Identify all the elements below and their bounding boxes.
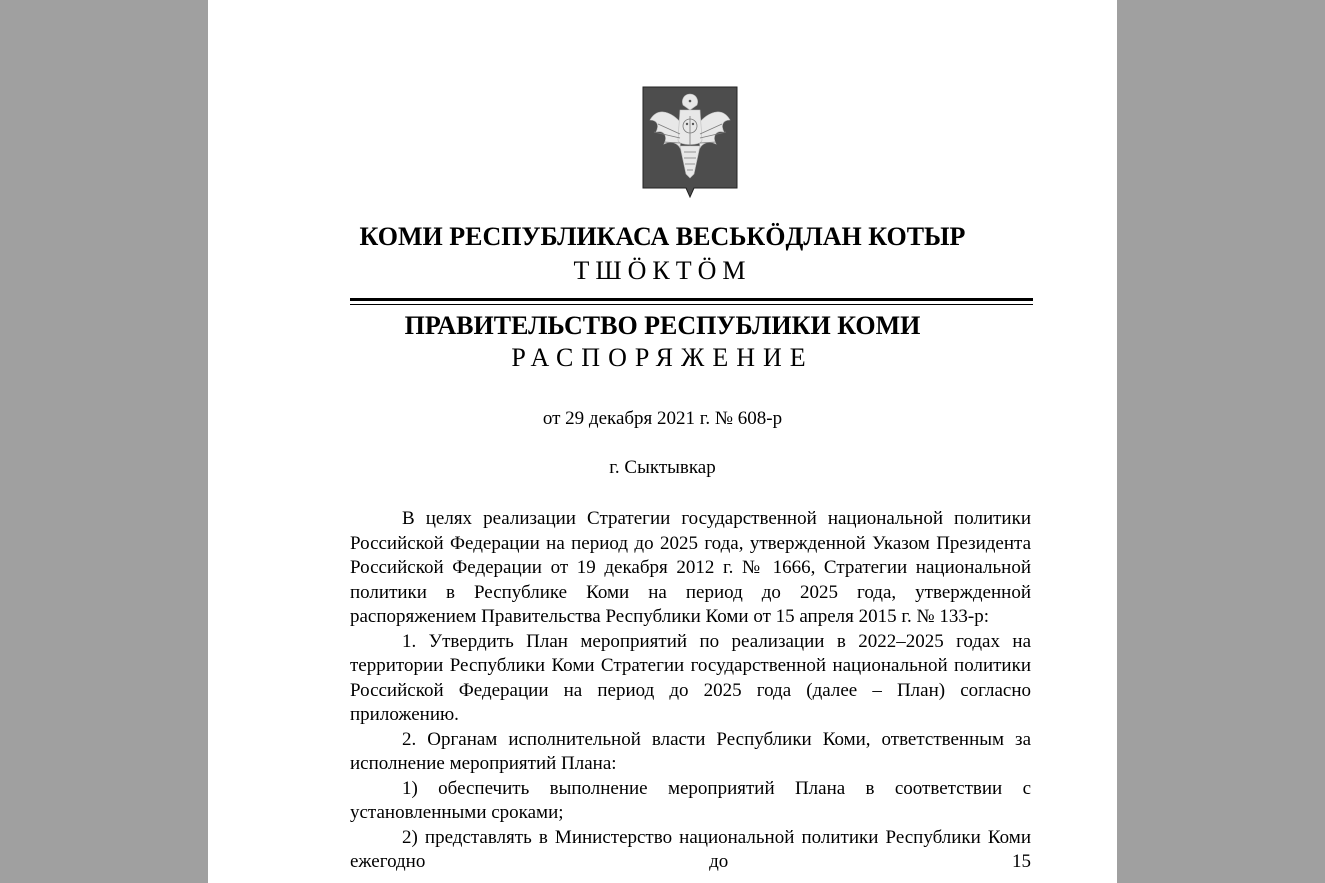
subitem-2-paragraph: 2) представлять в Министерство национальной политики Республики Коми ежегодно до 15 <box>350 826 1031 872</box>
document-type: РАСПОРЯЖЕНИЕ <box>511 343 814 372</box>
komi-government-title: КОМИ РЕСПУБЛИКАСА ВЕСЬКӦДЛАН КОТЫР <box>359 222 966 251</box>
header-divider-thin <box>350 304 1033 305</box>
komi-document-type: ТШӦКТӦМ <box>573 256 752 285</box>
government-title: ПРАВИТЕЛЬСТВО РЕСПУБЛИКИ КОМИ <box>404 311 921 340</box>
subitem-1-paragraph: 1) обеспечить выполнение мероприятий Плана в соответствии с установленными сроками; <box>350 777 1031 823</box>
komi-coat-of-arms-icon <box>642 86 738 198</box>
item-1-paragraph: 1. Утвердить План мероприятий по реализации в 2022–2025 годах на территории Республики Коми Стратегии государственной национальной политики Российской Федерации на период до 2025 года (далее – План) согласно приложению. <box>350 630 1031 725</box>
document-date-number: от 29 декабря 2021 г. № 608-р <box>542 408 783 429</box>
document-page <box>208 0 1117 883</box>
document-city: г. Сыктывкар <box>609 457 716 478</box>
header-divider-thick <box>350 298 1033 301</box>
item-2-paragraph: 2. Органам исполнительной власти Республики Коми, ответственным за исполнение мероприятий Плана: <box>350 728 1031 774</box>
document-body <box>350 507 1031 875</box>
preamble-paragraph: В целях реализации Стратегии государственной национальной политики Российской Федерации на период до 2025 года, утвержденной Указом Президента Российской Федерации от 19 декабря 2012 г. № 1666, Стратегии национальной политики в Республике Коми на период до 2025 года, утвержденной распоряжением Правительства Республики Коми от 15 апреля 2015 г. № 133-р: <box>350 508 1031 627</box>
